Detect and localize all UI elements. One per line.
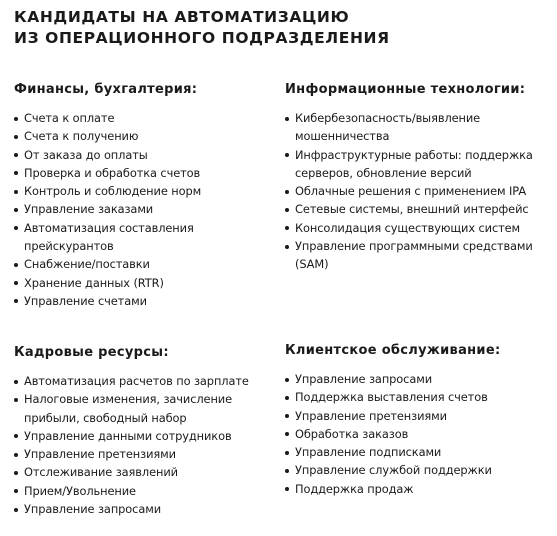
list-it — [285, 109, 551, 274]
list-item: Налоговые изменения, зачисление прибыли, свободный набор — [14, 390, 276, 427]
list-item: Управление счетами — [14, 292, 276, 310]
list-item: Обработка заказов — [285, 425, 551, 443]
list-item: Проверка и обработка счетов — [14, 164, 276, 182]
list-item: Управление претензиями — [14, 445, 276, 463]
list-item: Снабжение/поставки — [14, 255, 276, 273]
list-item: Кибербезопасность/выявление мошенничества — [285, 109, 551, 146]
list-item: Автоматизация составления прейскурантов — [14, 219, 276, 256]
list-item: Консолидация существующих систем — [285, 219, 551, 237]
section-client — [285, 342, 551, 498]
list-item: Прием/Увольнение — [14, 482, 276, 500]
list-item: Управление данными сотрудников — [14, 427, 276, 445]
list-finance — [14, 109, 276, 310]
list-item: Счета к получению — [14, 127, 276, 145]
list-item: Счета к оплате — [14, 109, 276, 127]
list-item: Облачные решения с применением IPA — [285, 182, 551, 200]
section-finance — [14, 81, 276, 310]
page-title — [14, 7, 544, 49]
list-item: Автоматизация расчетов по зарплате — [14, 372, 276, 390]
section-it — [285, 81, 551, 274]
list-item: Управление подписками — [285, 443, 551, 461]
list-item: Управление заказами — [14, 200, 276, 218]
list-client — [285, 370, 551, 498]
list-item: Контроль и соблюдение норм — [14, 182, 276, 200]
section-hr — [14, 344, 276, 518]
section-heading-hr: Кадровые ресурсы: — [14, 345, 169, 360]
list-item: Управление службой поддержки — [285, 461, 551, 479]
list-item: Поддержка выставления счетов — [285, 388, 551, 406]
list-item: Отслеживание заявлений — [14, 463, 276, 481]
section-heading-it: Информационные технологии: — [285, 82, 526, 97]
page-title-line-2: ИЗ ОПЕРАЦИОННОГО ПОДРАЗДЕЛЕНИЯ — [14, 29, 390, 47]
list-item: Управление программными средствами (SAM) — [285, 237, 551, 274]
list-item: Хранение данных (RTR) — [14, 274, 276, 292]
list-item: Управление претензиями — [285, 407, 551, 425]
list-item: От заказа до оплаты — [14, 146, 276, 164]
list-item: Поддержка продаж — [285, 480, 551, 498]
section-heading-finance: Финансы, бухгалтерия: — [14, 82, 198, 97]
list-item: Инфраструктурные работы: поддержка серверов, обновление версий — [285, 146, 551, 183]
section-heading-client: Клиентское обслуживание: — [285, 343, 501, 358]
list-hr — [14, 372, 276, 518]
list-item: Управление запросами — [285, 370, 551, 388]
list-item: Сетевые системы, внешний интерфейс — [285, 200, 551, 218]
list-item: Управление запросами — [14, 500, 276, 518]
page-title-line-1: КАНДИДАТЫ НА АВТОМАТИЗАЦИЮ — [14, 8, 350, 26]
